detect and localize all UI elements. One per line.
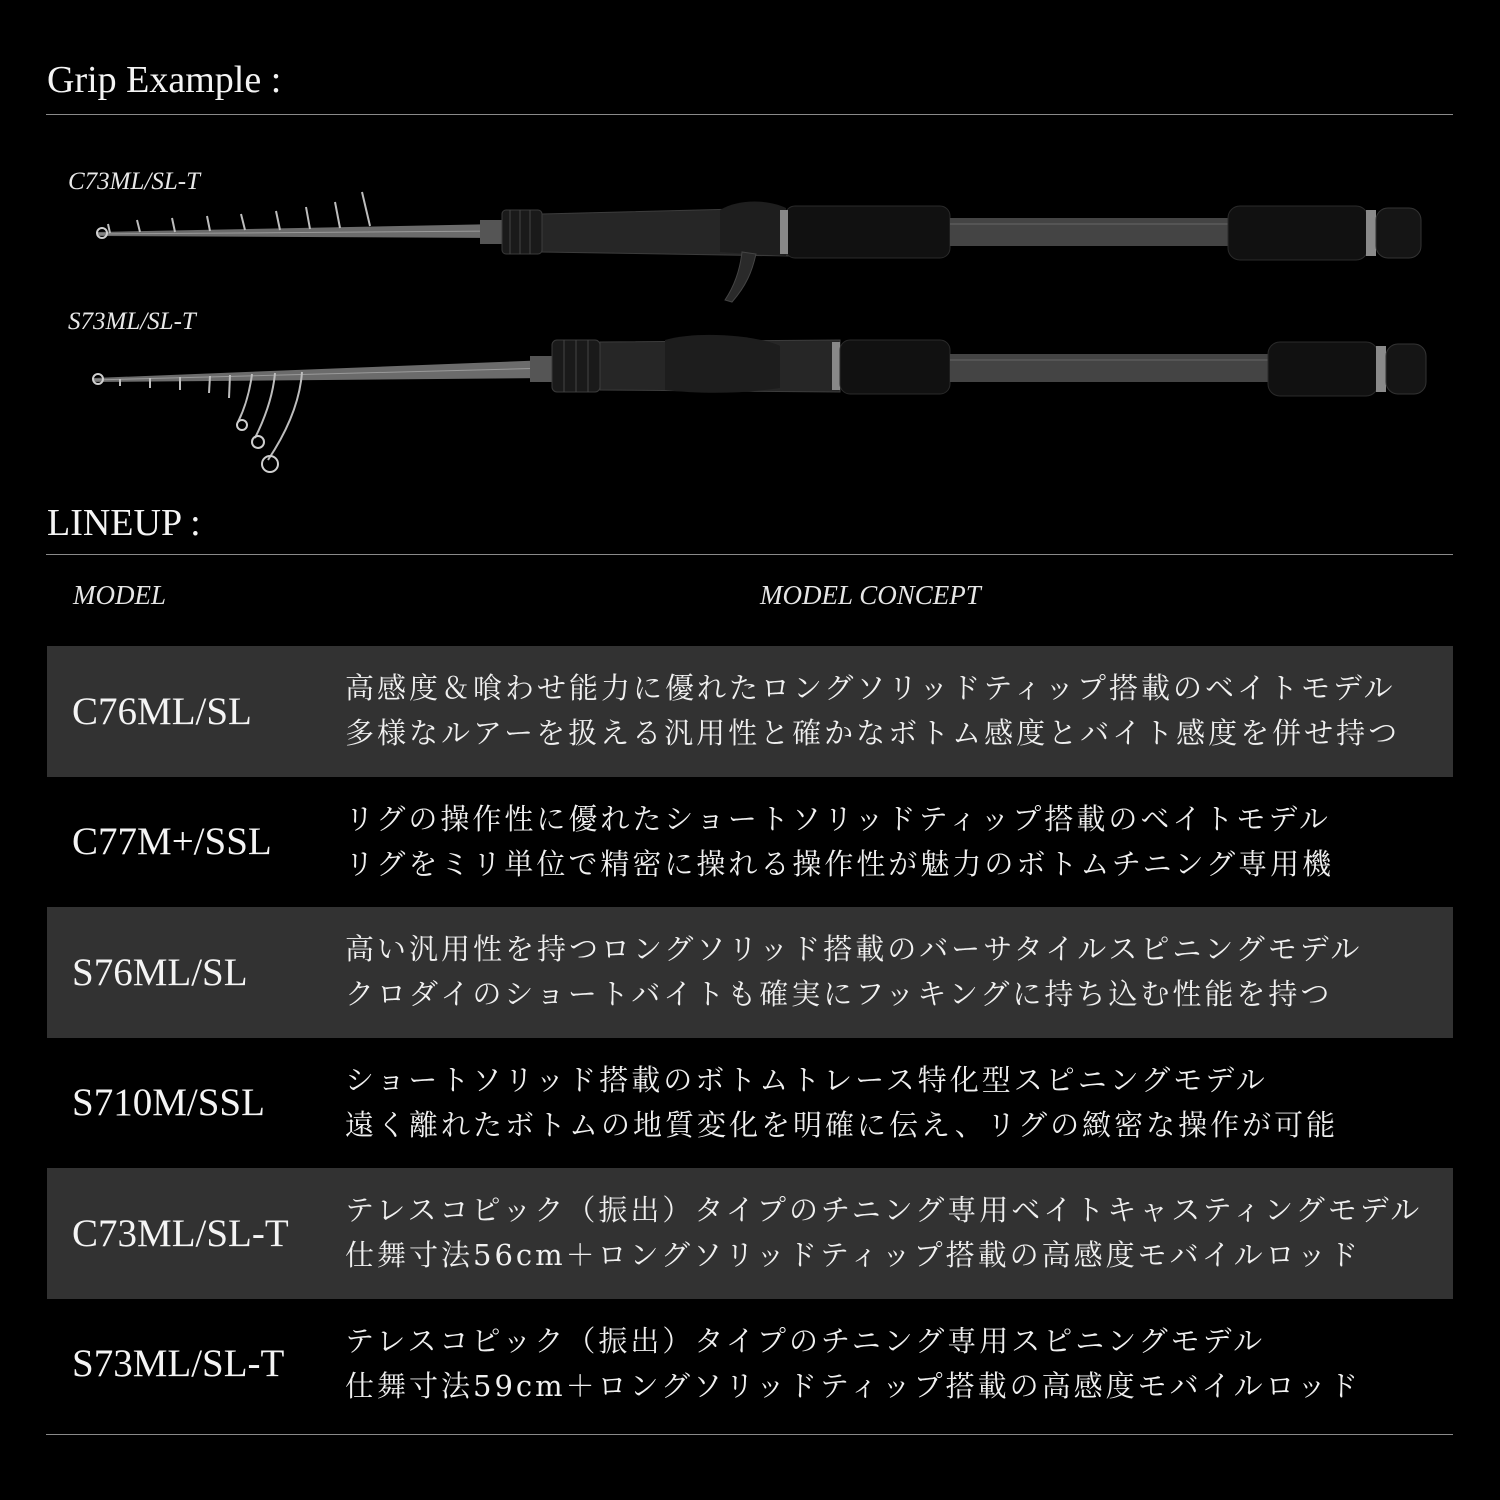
- lineup-heading: LINEUP :: [47, 502, 201, 544]
- concept-line: クロダイのショートバイトも確実にフッキングに持ち込む性能を持つ: [345, 977, 1333, 1011]
- concept-line: 仕舞寸法59cm＋ロングソリッドティップ搭載の高感度モバイルロッド: [345, 1368, 1362, 1403]
- concept-line: 高い汎用性を持つロングソリッド搭載のバーサタイルスピニングモデル: [345, 932, 1363, 966]
- column-header-concept: MODEL CONCEPT: [760, 580, 981, 610]
- lineup-table: [47, 646, 1453, 1429]
- model-concept: [345, 1319, 1361, 1409]
- model-concept: [345, 1058, 1338, 1148]
- baitcasting-rod-image: [80, 180, 1440, 305]
- concept-line: リグをミリ単位で精密に操れる操作性が魅力のボトムチニング専用機: [345, 846, 1335, 881]
- model-name: C73ML/SL-T: [72, 1211, 289, 1255]
- table-row: [47, 646, 1453, 777]
- model-name: C77M+/SSL: [72, 820, 272, 864]
- concept-line: 遠く離れたボトムの地質変化を明確に伝え、リグの緻密な操作が可能: [345, 1107, 1339, 1142]
- bottom-divider: [46, 1434, 1453, 1435]
- table-row: [47, 907, 1453, 1038]
- model-name: S710M/SSL: [72, 1081, 265, 1125]
- grip-divider: [46, 114, 1453, 115]
- table-row: [47, 1168, 1453, 1299]
- table-row: [47, 1299, 1453, 1430]
- model-name: S73ML/SL-T: [72, 1342, 285, 1386]
- spinning-rod-image: [80, 330, 1440, 495]
- lineup-divider: [46, 554, 1453, 555]
- table-row: [47, 777, 1453, 908]
- model-concept: [345, 666, 1400, 756]
- concept-line: ショートソリッド搭載のボトムトレース特化型スピニングモデル: [345, 1062, 1268, 1097]
- grip-example-heading: Grip Example :: [47, 59, 282, 101]
- concept-line: テレスコピック（振出）タイプのチニング専用ベイトキャスティングモデル: [345, 1193, 1423, 1227]
- concept-line: 多様なルアーを扱える汎用性と確かなボトム感度とバイト感度を併せ持つ: [345, 716, 1401, 750]
- model-name: C76ML/SL: [72, 689, 252, 733]
- model-concept: [345, 797, 1334, 887]
- model-concept: [345, 927, 1362, 1017]
- column-header-model: MODEL: [73, 580, 166, 610]
- concept-line: 仕舞寸法56cm＋ロングソリッドティップ搭載の高感度モバイルロッド: [345, 1238, 1362, 1272]
- concept-line: 高感度＆喰わせ能力に優れたロングソリッドティップ搭載のベイトモデル: [345, 671, 1396, 705]
- rod-label-c73: C73ML/SL-T: [68, 168, 200, 195]
- concept-line: リグの操作性に優れたショートソリッドティップ搭載のベイトモデル: [345, 801, 1331, 836]
- rod-label-s73: S73ML/SL-T: [68, 308, 196, 335]
- model-concept: [345, 1188, 1422, 1278]
- table-row: [47, 1038, 1453, 1169]
- concept-line: テレスコピック（振出）タイプのチニング専用スピニングモデル: [345, 1323, 1266, 1358]
- model-name: S76ML/SL: [72, 950, 248, 994]
